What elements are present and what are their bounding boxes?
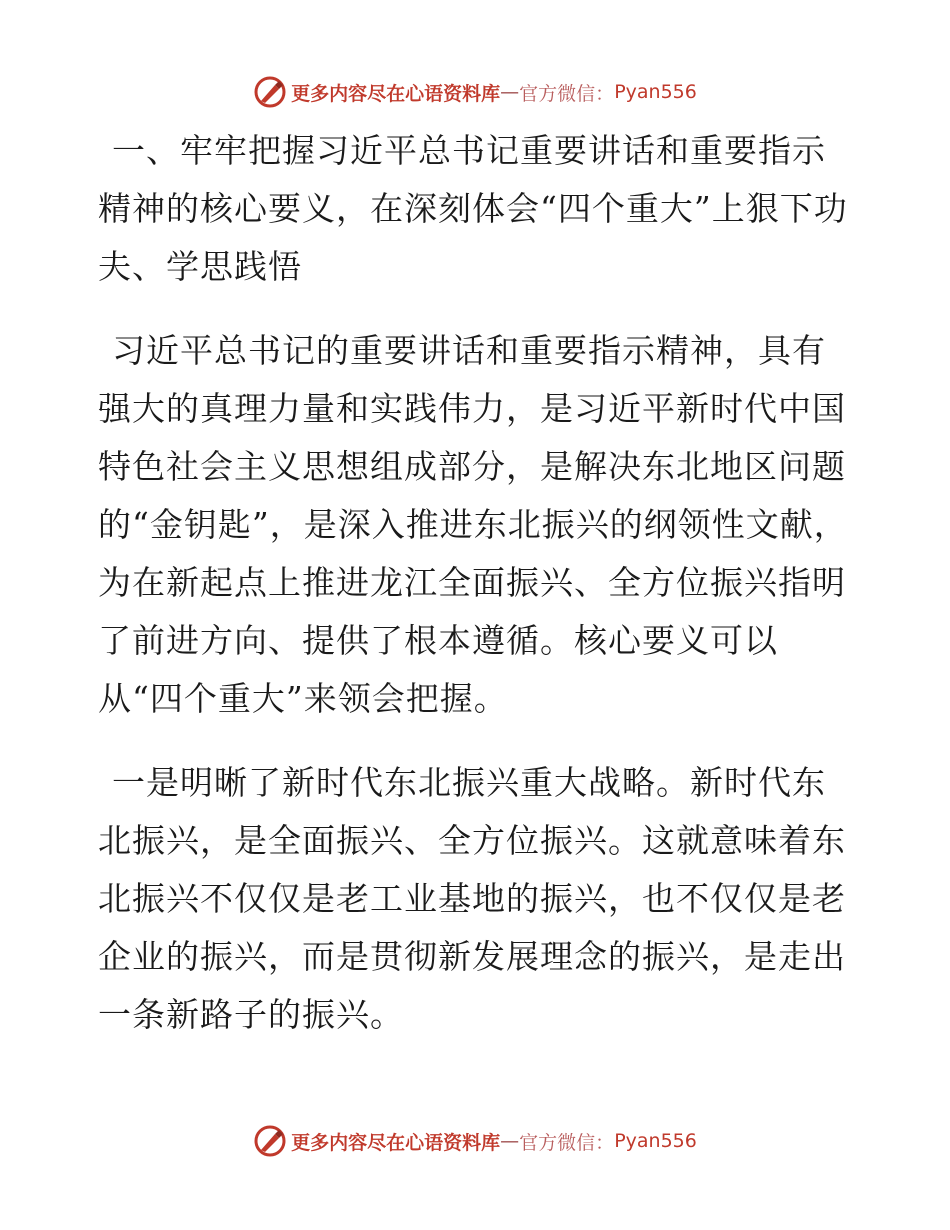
watermark-dash: — [500,81,520,103]
watermark-wechat-label: 官方微信： [519,82,615,105]
section-heading: 一、牢牢把握习近平总书记重要讲话和重要指示精神的核心要义，在深刻体会“四个重大”上狠下功夫、学思践悟 [98,131,848,286]
pen-logo-icon [253,75,287,109]
header-watermark [0,72,950,112]
watermark-wechat-id: Pyan556 [614,81,697,103]
watermark-dash: — [500,1130,520,1152]
watermark-source-text: 更多内容尽在心语资料库 [291,82,501,105]
document-body [98,122,850,1070]
body-paragraph: 习近平总书记的重要讲话和重要指示精神，具有强大的真理力量和实践伟力，是习近平新时代中国特色社会主义思想组成部分，是解决东北地区问题的“金钥匙”，是深入推进东北振兴的纲领性文献，为在新起点上推进龙江全面振兴、全方位振兴指明了前进方向、提供了根本遵循。核心要义可以从“四个重大”来领会把握。 [98,331,848,718]
watermark-wechat-label: 官方微信： [519,1131,615,1154]
watermark-wechat-id: Pyan556 [614,1130,697,1152]
footer-watermark [0,1121,950,1161]
watermark-source-text: 更多内容尽在心语资料库 [291,1131,501,1154]
pen-logo-icon [253,1124,287,1158]
body-paragraph: 一是明晰了新时代东北振兴重大战略。新时代东北振兴，是全面振兴、全方位振兴。这就意味着东北振兴不仅仅是老工业基地的振兴，也不仅仅是老企业的振兴，而是贯彻新发展理念的振兴，是走出一条新路子的振兴。 [98,763,846,1034]
